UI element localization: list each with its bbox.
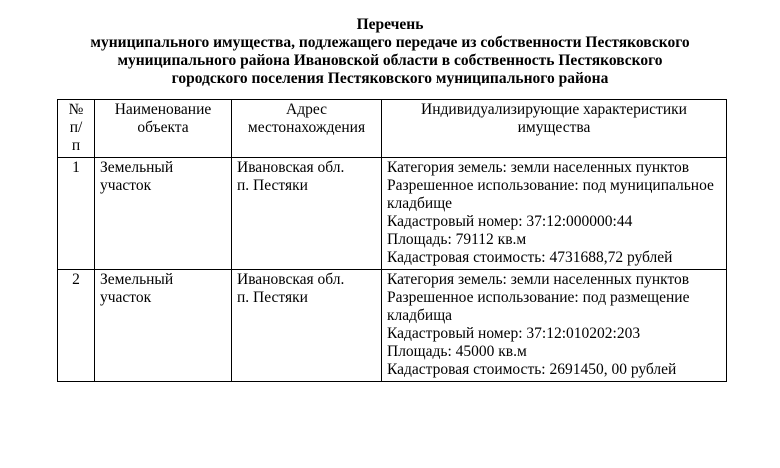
- characteristic-land-category: Категория земель: земли населенных пунктов: [387, 271, 690, 288]
- row-num: 1: [58, 158, 95, 270]
- row-address-line: Ивановская обл.: [237, 271, 345, 288]
- title-line-2: муниципального имущества, подлежащего передаче из собственности Пестяковского: [90, 34, 690, 51]
- row-address-line: п. Пестяки: [237, 177, 308, 194]
- header-characteristics-label: Индивидуализирующие характеристики имущества: [421, 101, 687, 136]
- header-num-line-2: п/: [69, 119, 83, 136]
- title-line-3: муниципального района Ивановской области в собственность Пестяковского: [117, 52, 663, 69]
- characteristic-cadastral-number: Кадастровый номер: 37:12:010202:203: [387, 325, 641, 342]
- header-address-label: Адрес местонахождения: [247, 101, 366, 136]
- characteristic-permitted-use: Разрешенное использование: под размещение кладбища: [387, 289, 690, 324]
- row-address-line: Ивановская обл.: [237, 159, 345, 176]
- characteristic-cadastral-value: Кадастровая стоимость: 2691450, 00 рублей: [387, 361, 677, 378]
- header-name-label: Наименование объекта: [114, 101, 212, 136]
- characteristic-land-category: Категория земель: земли населенных пунктов: [387, 159, 690, 176]
- characteristic-cadastral-number: Кадастровый номер: 37:12:000000:44: [387, 213, 633, 230]
- row-name: [95, 158, 232, 270]
- title-line-1: Перечень: [356, 16, 424, 33]
- table-row: [58, 270, 727, 382]
- table-header-row: [58, 100, 727, 158]
- header-characteristics: [382, 100, 727, 158]
- characteristic-cadastral-value: Кадастровая стоимость: 4731688,72 рублей: [387, 249, 673, 266]
- header-num-line-3: п: [71, 137, 81, 154]
- header-num: [58, 100, 95, 158]
- title-line-4: городского поселения Пестяковского муниципального района: [171, 70, 609, 87]
- row-address-line: п. Пестяки: [237, 289, 308, 306]
- characteristic-area: Площадь: 79112 кв.м: [387, 231, 527, 248]
- characteristic-area: Площадь: 45000 кв.м: [387, 343, 527, 360]
- row-name: [95, 270, 232, 382]
- header-num-line-1: №: [68, 101, 84, 118]
- row-name-text: Земельный участок: [100, 159, 174, 194]
- header-name: [95, 100, 232, 158]
- row-num: 2: [58, 270, 95, 382]
- header-address: [232, 100, 382, 158]
- row-address: [232, 158, 382, 270]
- table-row: [58, 158, 727, 270]
- row-characteristics: [382, 270, 727, 382]
- characteristic-permitted-use: Разрешенное использование: под муниципальное кладбище: [387, 177, 714, 212]
- row-address: [232, 270, 382, 382]
- property-table: [57, 99, 727, 382]
- row-name-text: Земельный участок: [100, 271, 174, 306]
- document-title: [0, 16, 780, 88]
- row-characteristics: [382, 158, 727, 270]
